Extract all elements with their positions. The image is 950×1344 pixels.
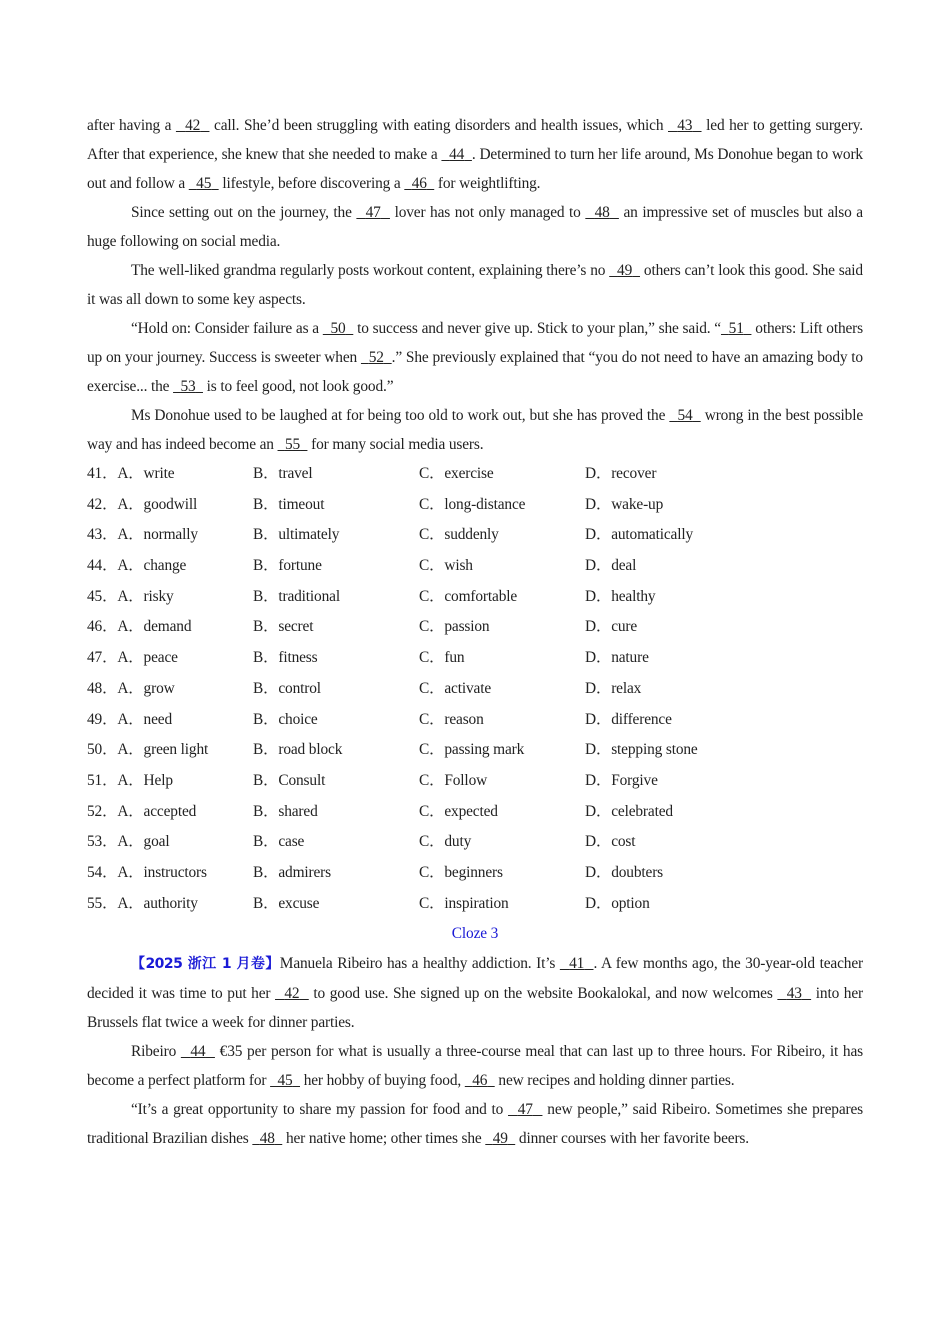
option-row [87, 797, 863, 828]
option-b: B．choice [253, 710, 318, 728]
option-row [87, 705, 863, 736]
option-row [87, 735, 863, 766]
blank-54 [669, 407, 700, 424]
blank-50 [323, 320, 353, 337]
option-d: D．Forgive [585, 771, 658, 789]
section-title: Cloze 3 [451, 925, 499, 943]
option-a [87, 858, 253, 889]
option-b: B．fortune [253, 557, 322, 575]
paragraph [87, 314, 863, 401]
question-number: 50． [87, 741, 118, 759]
text-segment: to good use. She signed up on the website Bookalokal, and now welcomes [308, 985, 778, 1003]
option-row [87, 827, 863, 858]
blank-number: 42 [185, 117, 201, 134]
option-c: C．suddenly [419, 526, 499, 544]
option-b: B．shared [253, 802, 318, 820]
option-a-text: A．instructors [117, 863, 207, 881]
option-c: C．comfortable [419, 587, 518, 605]
passage-1 [87, 111, 863, 459]
blank-number: 46 [411, 175, 427, 192]
question-number: 46． [87, 618, 118, 636]
question-number: 42． [87, 495, 118, 513]
option-row [87, 582, 863, 613]
blank-42 [176, 117, 210, 134]
option-d: D．recover [585, 465, 657, 482]
text-segment: €35 per person for what is usually a three-course meal that can last up to three hours. For Ribeiro, it has become a perfect platform for [87, 1043, 863, 1090]
option-b: B．traditional [253, 587, 340, 605]
option-a [87, 643, 253, 674]
text-segment: an impressive set of muscles but also a huge following on social media. [87, 204, 863, 250]
blank-number: 45 [277, 1072, 293, 1090]
blank-55 [278, 436, 308, 453]
option-b: B．control [253, 679, 321, 697]
option-d: D．celebrated [585, 802, 673, 820]
text-segment: led her to getting surgery. After that experience, she knew that she needed to make a [87, 117, 863, 163]
option-a [87, 674, 253, 705]
blank-number: 43 [786, 985, 802, 1003]
option-c: C．reason [419, 710, 484, 728]
paragraph [87, 401, 863, 459]
blank-48 [585, 204, 619, 221]
option-d: D．stepping stone [585, 741, 698, 759]
option-b: B．excuse [253, 894, 320, 912]
option-a [87, 705, 253, 736]
paragraph [87, 198, 863, 256]
blank-47 [508, 1101, 542, 1118]
option-c: C．activate [419, 679, 492, 697]
option-a-text: A．authority [117, 894, 198, 912]
paragraph [87, 949, 863, 1037]
blank-44 [441, 146, 471, 163]
passage-2 [87, 949, 863, 1153]
text-segment: lover has not only managed to [389, 204, 586, 221]
question-number: 51． [87, 771, 118, 789]
question-number: 47． [87, 649, 118, 667]
option-a-text: A．grow [117, 679, 175, 697]
text-segment: to success and never give up. Stick to your plan,” she said. “ [353, 320, 721, 337]
blank-49 [485, 1130, 515, 1147]
option-a-text: A．goodwill [117, 495, 198, 513]
option-row [87, 520, 863, 551]
blank-number: 49 [492, 1130, 508, 1148]
text-segment: after having a [87, 117, 176, 134]
question-number: 43． [87, 526, 118, 544]
option-c: C．beginners [419, 863, 503, 881]
option-c: C．passing mark [419, 741, 525, 759]
option-row [87, 674, 863, 705]
blank-number: 44 [190, 1043, 206, 1061]
blank-number: 47 [365, 204, 381, 221]
paragraph [87, 256, 863, 314]
option-a [87, 490, 253, 521]
blank-51 [721, 320, 751, 337]
option-b: B．road block [253, 741, 343, 759]
option-a-text: A．demand [117, 618, 192, 636]
text-segment: “Hold on: Consider failure as a [131, 320, 323, 337]
blank-45 [189, 175, 219, 192]
blank-number: 46 [472, 1072, 488, 1090]
blank-number: 55 [284, 436, 301, 453]
blank-number: 50 [330, 320, 346, 337]
blank-46 [465, 1072, 495, 1089]
option-a [87, 827, 253, 858]
text-segment: Since setting out on the journey, the [131, 204, 357, 221]
blank-number: 43 [677, 117, 693, 134]
option-a [87, 459, 253, 490]
question-number: 48． [87, 679, 118, 697]
option-d: D．deal [585, 557, 637, 575]
paragraph [87, 1037, 863, 1095]
option-a-text: A．risky [117, 587, 174, 605]
blank-number: 53 [180, 378, 196, 395]
blank-number: 48 [259, 1130, 275, 1148]
option-b: B．ultimately [253, 526, 340, 544]
source-tag: 【2025 浙江 1 月卷】 [131, 956, 280, 973]
text-segment: into her Brussels flat twice a week for dinner parties. [87, 985, 863, 1032]
option-row [87, 551, 863, 582]
option-d: D．wake-up [585, 495, 664, 513]
question-number: 45． [87, 587, 118, 605]
text-segment: others can’t look this good. She said it was all down to some key aspects. [87, 262, 863, 308]
option-c: C．passion [419, 618, 490, 636]
option-a-text: A．green light [117, 741, 209, 759]
text-segment: “It’s a great opportunity to share my passion for food and to [131, 1101, 509, 1119]
option-row [87, 858, 863, 889]
option-d: D．nature [585, 649, 649, 667]
document-page [87, 111, 863, 1153]
option-d: D．cure [585, 618, 638, 636]
option-c: C．Follow [419, 771, 488, 789]
option-b: B．fitness [253, 649, 318, 667]
option-a [87, 766, 253, 797]
option-c: C．duty [419, 833, 472, 851]
text-segment: her native home; other times she [282, 1130, 486, 1148]
text-segment: The well-liked grandma regularly posts workout content, explaining there’s no [131, 262, 610, 279]
option-a-text: A．normally [117, 526, 198, 544]
text-segment: Ribeiro [131, 1043, 181, 1061]
blank-number: 41 [569, 955, 585, 973]
text-segment: lifestyle, before discovering a [218, 175, 405, 192]
option-a-text: A．peace [117, 649, 178, 667]
option-a-text: A．change [117, 557, 187, 575]
blank-52 [361, 349, 392, 366]
text-segment: her hobby of buying food, [300, 1072, 465, 1090]
text-segment: new people,” said Ribeiro. Sometimes she prepares traditional Brazilian dishes [87, 1101, 864, 1148]
text-segment: for many social media users. [307, 436, 484, 453]
option-b: B．travel [253, 465, 313, 482]
option-d: D．doubters [585, 863, 664, 881]
blank-49 [609, 262, 640, 279]
option-a [87, 612, 253, 643]
text-segment: Manuela Ribeiro has a healthy addiction. It’s [279, 955, 560, 973]
option-d: D．automatically [585, 526, 694, 544]
blank-45 [270, 1072, 300, 1089]
question-number: 49． [87, 710, 118, 728]
text-segment: dinner courses with her favorite beers. [515, 1130, 749, 1148]
blank-number: 52 [368, 349, 384, 366]
option-b: B．timeout [253, 495, 325, 513]
option-c: C．inspiration [419, 894, 509, 912]
option-a [87, 889, 253, 920]
blank-53 [173, 378, 203, 395]
blank-43 [777, 985, 811, 1002]
text-segment: . A few months ago, the 30-year-old teacher decided it was time to put her [87, 955, 863, 1003]
text-segment: call. She’d been struggling with eating disorders and health issues, which [209, 117, 668, 134]
blank-47 [356, 204, 390, 221]
text-segment: .” She previously explained that “you do not need to have an amazing body to exercise... the [87, 349, 863, 395]
option-row [87, 643, 863, 674]
option-d: D．difference [585, 710, 672, 728]
blank-number: 48 [594, 204, 610, 221]
text-segment: Ms Donohue used to be laughed at for being too old to work out, but she has proved the [131, 407, 670, 424]
option-b: B．secret [253, 618, 314, 636]
question-number: 55． [87, 894, 118, 912]
option-d: D．option [585, 894, 650, 912]
blank-44 [181, 1043, 215, 1060]
option-d: D．healthy [585, 587, 656, 605]
option-a-text: A．goal [117, 833, 170, 851]
option-d: D．relax [585, 679, 642, 697]
option-c: C．wish [419, 557, 473, 575]
option-a-text: A．need [117, 710, 173, 728]
option-c: C．fun [419, 649, 465, 667]
text-segment: . Determined to turn her life around, Ms Donohue began to work out and follow a [87, 146, 863, 192]
option-a-text: A．Help [117, 771, 173, 789]
question-number: 41． [87, 465, 118, 482]
option-row [87, 459, 863, 490]
options-list [87, 459, 863, 919]
option-b: B．admirers [253, 863, 332, 881]
question-number: 44． [87, 557, 118, 575]
text-segment: new recipes and holding dinner parties. [494, 1072, 735, 1090]
option-row [87, 766, 863, 797]
question-number: 52． [87, 802, 118, 820]
text-segment: for weightlifting. [434, 175, 541, 192]
question-number: 54． [87, 863, 118, 881]
text-segment: wrong in the best possible way and has indeed become an [87, 407, 864, 453]
option-c: C．expected [419, 802, 498, 820]
option-row [87, 490, 863, 521]
blank-number: 45 [196, 175, 212, 192]
option-a-text: A．write [117, 465, 175, 482]
option-a [87, 582, 253, 613]
blank-number: 42 [284, 985, 300, 1003]
question-number: 53． [87, 833, 118, 851]
blank-number: 44 [449, 146, 465, 163]
text-segment: is to feel good, not look good.” [202, 378, 394, 395]
option-row [87, 612, 863, 643]
option-c: C．long-distance [419, 495, 526, 513]
blank-48 [252, 1130, 282, 1147]
option-b: B．Consult [253, 771, 326, 789]
option-c: C．exercise [419, 465, 494, 482]
blank-43 [668, 117, 702, 134]
paragraph [87, 111, 863, 198]
blank-number: 51 [728, 320, 744, 337]
blank-number: 54 [677, 407, 693, 424]
option-d: D．cost [585, 833, 636, 851]
paragraph [87, 1095, 863, 1153]
blank-number: 49 [617, 262, 633, 279]
option-a [87, 735, 253, 766]
blank-42 [275, 985, 309, 1002]
option-a [87, 797, 253, 828]
option-a [87, 551, 253, 582]
blank-41 [560, 955, 594, 972]
option-a-text: A．accepted [117, 802, 197, 820]
option-a [87, 520, 253, 551]
text-segment: others: Lift others up on your journey. Success is sweeter when [87, 320, 863, 366]
blank-number: 47 [517, 1101, 533, 1119]
blank-46 [404, 175, 434, 192]
option-row [87, 889, 863, 920]
option-b: B．case [253, 833, 305, 851]
